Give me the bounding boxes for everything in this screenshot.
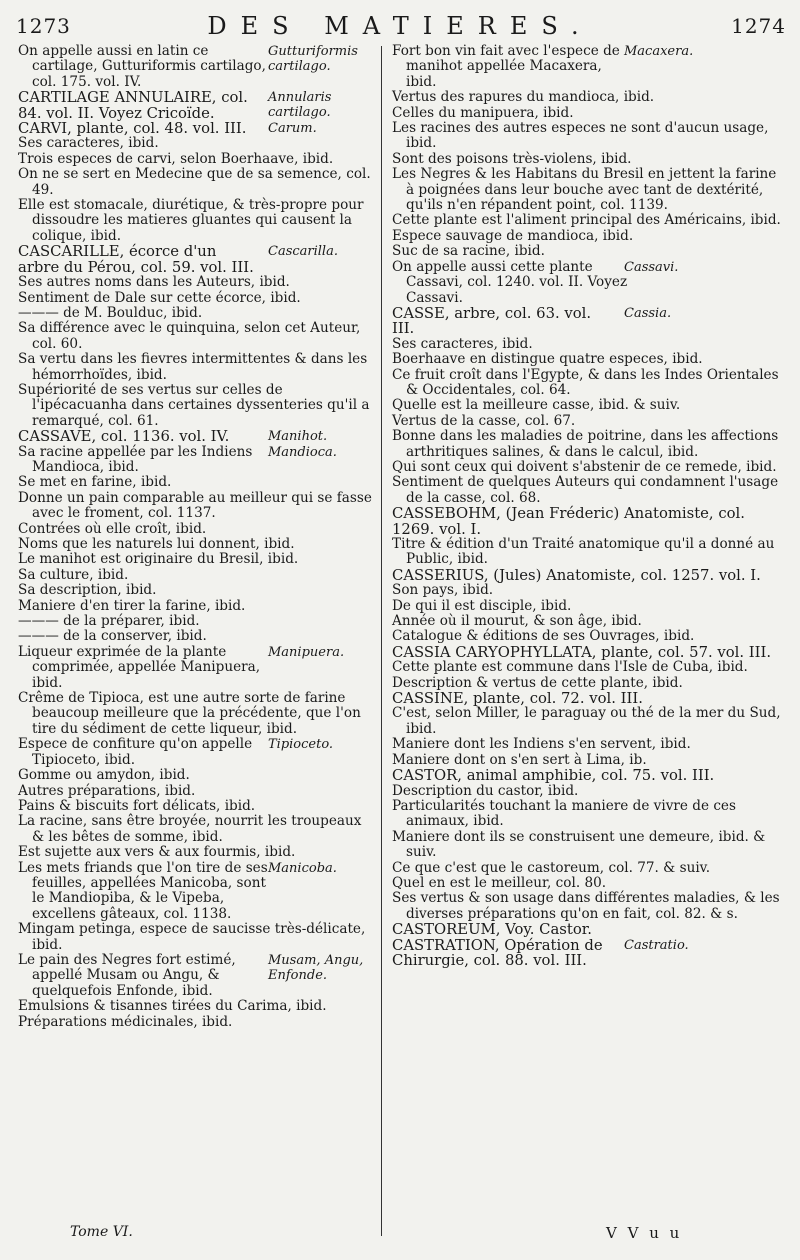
index-sub-entry [18, 445, 374, 476]
entry-text: Les Negres & les Habitans du Bresil en jettent la farine à poignées dans leur bouche avec tant de dextérité, qu'ils n'en répandent point, col. 1139. [392, 166, 777, 214]
index-sub-entry [392, 876, 785, 891]
index-sub-entry [392, 337, 785, 352]
index-sub-entry [18, 737, 374, 768]
entry-text: Celles du manipuera, ibid. [392, 104, 574, 121]
index-sub-entry [392, 891, 785, 922]
entry-text: Le manihot est originaire du Bresil, ibid. [18, 551, 299, 568]
entry-text: CASSAVE, col. 1136. vol. IV. [18, 428, 230, 446]
entry-text: De qui il est disciple, ibid. [392, 597, 572, 614]
entry-text: CASTOR, animal amphibie, col. 75. vol. III. [392, 767, 715, 785]
index-sub-entry [18, 645, 374, 691]
entry-text: CARTILAGE ANNULAIRE, col. 84. vol. II. Voyez Cricoïde. [18, 89, 248, 122]
entry-text: Ce que c'est que le castoreum, col. 77. & suiv. [392, 859, 711, 876]
index-sub-entry [18, 291, 374, 306]
index-sub-entry [18, 814, 374, 845]
entry-text: Autres préparations, ibid. [18, 782, 196, 799]
entry-text: CASTRATION, Opération de Chirurgie, col. 88. vol. III. [392, 936, 603, 969]
index-sub-entry [18, 275, 374, 290]
entry-text: CASSERIUS, (Jules) Anatomiste, col. 1257. vol. I. [392, 566, 761, 584]
index-sub-entry [392, 583, 785, 598]
right-column [392, 44, 785, 968]
entry-text: Sont des poisons très-violens, ibid. [392, 150, 632, 167]
entry-text: ——— de la conserver, ibid. [18, 628, 207, 645]
gathering-signature: V V u u [606, 1224, 683, 1242]
entry-text: Fort bon vin fait avec l'espece de manihot appellée Macaxera, ibid. [392, 43, 620, 90]
index-sub-entry [392, 660, 785, 675]
entry-text: Sa description, ibid. [18, 582, 157, 599]
index-heading-entry [392, 691, 785, 706]
entry-text: Liqueur exprimée de la plante comprimée, appellée Manipuera, ibid. [18, 643, 261, 691]
entry-text: Espece sauvage de mandioca, ibid. [392, 227, 634, 244]
index-sub-entry [392, 368, 785, 399]
index-heading-entry [392, 645, 785, 660]
index-heading-entry [18, 244, 374, 275]
index-sub-entry [392, 706, 785, 737]
latin-marginal-term: Castratio. [624, 937, 689, 953]
index-sub-entry [392, 213, 785, 228]
entry-text: Les racines des autres especes ne sont d'aucun usage, ibid. [392, 120, 769, 152]
volume-signature: Tome VI. [70, 1224, 133, 1240]
latin-marginal-term: Mandioca. [268, 444, 337, 460]
index-heading-entry [392, 568, 785, 583]
column-divider [381, 46, 382, 1236]
index-sub-entry [18, 136, 374, 151]
index-sub-entry [18, 922, 374, 953]
entry-text: Cette plante est commune dans l'Isle de Cuba, ibid. [392, 659, 748, 676]
entry-text: Qui sont ceux qui doivent s'abstenir de ce remede, ibid. [392, 458, 777, 475]
entry-text: CASSEBOHM, (Jean Fréderic) Anatomiste, col. 1269. vol. I. [392, 505, 745, 538]
entry-text: Crême de Tipioca, est une autre sorte de farine beaucoup meilleure que la précédente, que l'on tire du sédiment de cette liqueur, ibid. [18, 690, 361, 737]
index-sub-entry [392, 737, 785, 752]
index-sub-entry [18, 845, 374, 860]
latin-marginal-term: Carum. [268, 121, 317, 137]
entry-text: Suc de sa racine, ibid. [392, 243, 545, 260]
page-header [0, 0, 800, 44]
entry-text: Sentiment de quelques Auteurs qui condamnent l'usage de la casse, col. 68. [392, 474, 779, 506]
index-sub-entry [18, 861, 374, 923]
index-sub-entry [18, 352, 374, 383]
latin-marginal-term: Cascarilla. [268, 244, 338, 260]
index-sub-entry [18, 152, 374, 167]
index-sub-entry [392, 629, 785, 644]
entry-text: CASSINE, plante, col. 72. vol. III. [392, 690, 643, 708]
entry-text: Donne un pain comparable au meilleur qui se fasse avec le froment, col. 1137. [18, 489, 372, 522]
entry-text: Se met en farine, ibid. [18, 474, 172, 491]
index-sub-entry [18, 522, 374, 537]
index-sub-entry [18, 768, 374, 783]
entry-text: CASSIA CARYOPHYLLATA, plante, col. 57. vol. III. [392, 643, 772, 661]
index-sub-entry [392, 90, 785, 105]
index-sub-entry [392, 429, 785, 460]
index-heading-entry [392, 306, 785, 337]
index-sub-entry [18, 198, 374, 244]
entry-text: Trois especes de carvi, selon Boerhaave, ibid. [18, 150, 334, 167]
entry-text: Description & vertus de cette plante, ibid. [392, 674, 683, 691]
index-sub-entry [392, 260, 785, 306]
index-sub-entry [392, 106, 785, 121]
entry-text: Maniere d'en tirer la farine, ibid. [18, 597, 246, 614]
index-sub-entry [18, 999, 374, 1014]
entry-text: Année où il mourut, & son âge, ibid. [392, 613, 642, 630]
entry-text: CARVI, plante, col. 48. vol. III. [18, 120, 247, 138]
page-number-left: 1273 [16, 14, 71, 38]
index-sub-entry [392, 152, 785, 167]
index-sub-entry [18, 383, 374, 429]
entry-text: Particularités touchant la maniere de vivre de ces animaux, ibid. [392, 797, 736, 830]
entry-text: Catalogue & éditions de ses Ouvrages, ibid. [392, 628, 695, 645]
index-heading-entry [18, 121, 374, 136]
index-sub-entry [18, 475, 374, 490]
entry-text: Ses autres noms dans les Auteurs, ibid. [18, 274, 290, 291]
page-number-right: 1274 [731, 14, 786, 38]
entry-text: Emulsions & tisannes tirées du Carima, ibid. [18, 998, 327, 1015]
latin-marginal-term: Macaxera. [624, 44, 694, 59]
latin-marginal-term: Manipuera. [268, 644, 345, 660]
entry-text: Les mets friands que l'on tire de ses feuilles, appellées Manicoba, sont le Mandiopiba, & le Vipeba, excellens gâteaux, col. 1138. [18, 859, 268, 922]
entry-text: Boerhaave en distingue quatre especes, ibid. [392, 351, 703, 368]
index-heading-entry [392, 768, 785, 783]
entry-text: Sa culture, ibid. [18, 566, 129, 583]
entry-text: On ne se sert en Medecine que de sa semence, col. 49. [18, 166, 371, 198]
index-sub-entry [18, 953, 374, 999]
entry-text: Préparations médicinales, ibid. [18, 1013, 233, 1030]
entry-text: Contrées où elle croît, ibid. [18, 520, 207, 537]
entry-text: Gomme ou amydon, ibid. [18, 767, 190, 784]
entry-text: Vertus de la casse, col. 67. [392, 412, 576, 429]
index-sub-entry [18, 614, 374, 629]
entry-text: Espece de confiture qu'on appelle Tipioceto, ibid. [18, 736, 253, 768]
entry-text: Cette plante est l'aliment principal des Américains, ibid. [392, 212, 781, 229]
entry-text: Est sujette aux vers & aux fourmis, ibid. [18, 844, 296, 861]
index-sub-entry [392, 167, 785, 213]
index-sub-entry [18, 491, 374, 522]
index-sub-entry [392, 475, 785, 506]
entry-text: ——— de la préparer, ibid. [18, 613, 200, 630]
latin-marginal-term: Cassavi. [624, 259, 679, 275]
latin-marginal-term: Annularis cartilago. [268, 90, 332, 121]
index-sub-entry [18, 629, 374, 644]
entry-text: Description du castor, ibid. [392, 782, 579, 799]
entry-text: ——— de M. Boulduc, ibid. [18, 304, 203, 321]
index-sub-entry [18, 537, 374, 552]
entry-text: Quel en est le meilleur, col. 80. [392, 874, 607, 891]
index-heading-entry [392, 922, 785, 937]
index-sub-entry [392, 244, 785, 259]
index-sub-entry [392, 460, 785, 475]
index-sub-entry [392, 784, 785, 799]
entry-text: Sa racine appellée par les Indiens Mandioca, ibid. [18, 443, 253, 475]
index-sub-entry [392, 676, 785, 691]
index-sub-entry [18, 568, 374, 583]
index-sub-entry [18, 784, 374, 799]
entry-text: On appelle aussi en latin ce cartilage, Gutturiformis cartilago, col. 175. vol. IV. [18, 43, 266, 90]
entry-text: Sa vertu dans les fievres intermittentes & dans les hémorrhoïdes, ibid. [18, 351, 368, 383]
index-sub-entry [392, 229, 785, 244]
latin-marginal-term: Tipioceto. [268, 737, 334, 753]
index-sub-entry [392, 121, 785, 152]
entry-text: Ses vertus & son usage dans différentes maladies, & les diverses préparations qu'on en fait, col. 82. & s. [392, 890, 780, 922]
latin-marginal-term: Musam, Angu, Enfonde. [268, 952, 364, 983]
entry-text: Pains & biscuits fort délicats, ibid. [18, 797, 256, 814]
entry-text: Noms que les naturels lui donnent, ibid. [18, 536, 295, 552]
entry-text: Ses caracteres, ibid. [392, 335, 533, 352]
index-sub-entry [392, 352, 785, 367]
index-sub-entry [392, 44, 785, 90]
latin-marginal-term: Manicoba. [268, 860, 337, 876]
running-title: DES MATIERES. [207, 12, 593, 40]
latin-marginal-term: Gutturiformis cartilago. [268, 44, 358, 74]
entry-text: Supériorité de ses vertus sur celles de l'ipécacuanha dans certaines dyssenteries qu'il a remarqué, col. 61. [18, 381, 370, 429]
entry-text: La racine, sans être broyée, nourrit les troupeaux & les bêtes de somme, ibid. [18, 813, 362, 845]
entry-text: Titre & édition d'un Traité anatomique qu'il a donné au Public, ibid. [392, 536, 775, 568]
index-sub-entry [18, 583, 374, 598]
index-sub-entry [392, 614, 785, 629]
entry-text: Son pays, ibid. [392, 582, 494, 599]
index-sub-entry [392, 830, 785, 861]
entry-text: Maniere dont ils se construisent une demeure, ibid. & suiv. [392, 828, 766, 861]
entry-text: Ses caracteres, ibid. [18, 135, 159, 152]
entry-text: C'est, selon Miller, le paraguay ou thé de la mer du Sud, ibid. [392, 705, 781, 737]
index-sub-entry [18, 691, 374, 737]
index-heading-entry [392, 938, 785, 969]
entry-text: Elle est stomacale, diurétique, & très-propre pour dissoudre les matieres gluantes qui causent la colique, ibid. [18, 197, 364, 244]
index-heading-entry [18, 429, 374, 444]
index-heading-entry [392, 506, 785, 537]
index-heading-entry [18, 90, 374, 121]
index-sub-entry [18, 1015, 374, 1030]
index-sub-entry [392, 398, 785, 413]
index-sub-entry [392, 753, 785, 768]
entry-text: Maniere dont les Indiens s'en servent, ibid. [392, 736, 691, 753]
index-sub-entry [18, 599, 374, 614]
entry-text: On appelle aussi cette plante Cassavi, col. 1240. vol. II. Voyez Cassavi. [392, 258, 628, 306]
index-sub-entry [392, 799, 785, 830]
index-sub-entry [18, 552, 374, 567]
entry-text: CASCARILLE, écorce d'un arbre du Pérou, col. 59. vol. III. [18, 243, 254, 276]
left-column [18, 44, 374, 1030]
entry-text: Le pain des Negres fort estimé, appellé Musam ou Angu, & quelquefois Enfonde, ibid. [18, 951, 236, 999]
index-sub-entry [392, 414, 785, 429]
latin-marginal-term: Cassia. [624, 305, 672, 321]
index-sub-entry [18, 44, 374, 90]
index-sub-entry [18, 167, 374, 198]
entry-text: Vertus des rapures du mandioca, ibid. [392, 89, 655, 106]
index-sub-entry [392, 861, 785, 876]
entry-text: Quelle est la meilleure casse, ibid. & suiv. [392, 397, 681, 414]
entry-text: Bonne dans les maladies de poitrine, dans les affections arthritiques salines, & dans le calcul, ibid. [392, 428, 779, 460]
entry-text: Sentiment de Dale sur cette écorce, ibid. [18, 289, 301, 306]
entry-text: Ce fruit croît dans l'Egypte, & dans les Indes Orientales & Occidentales, col. 64. [392, 366, 779, 398]
entry-text: Maniere dont on s'en sert à Lima, ib. [392, 751, 647, 768]
latin-marginal-term: Manihot. [268, 429, 328, 445]
index-sub-entry [18, 321, 374, 352]
index-sub-entry [18, 306, 374, 321]
index-sub-entry [18, 799, 374, 814]
entry-text: CASTOREUM, Voy. Castor. [392, 921, 592, 939]
index-sub-entry [392, 537, 785, 568]
index-sub-entry [392, 599, 785, 614]
entry-text: Mingam petinga, espece de saucisse très-délicate, ibid. [18, 921, 366, 953]
entry-text: CASSE, arbre, col. 63. vol. III. [392, 304, 592, 338]
entry-text: Sa différence avec le quinquina, selon cet Auteur, col. 60. [18, 320, 361, 352]
